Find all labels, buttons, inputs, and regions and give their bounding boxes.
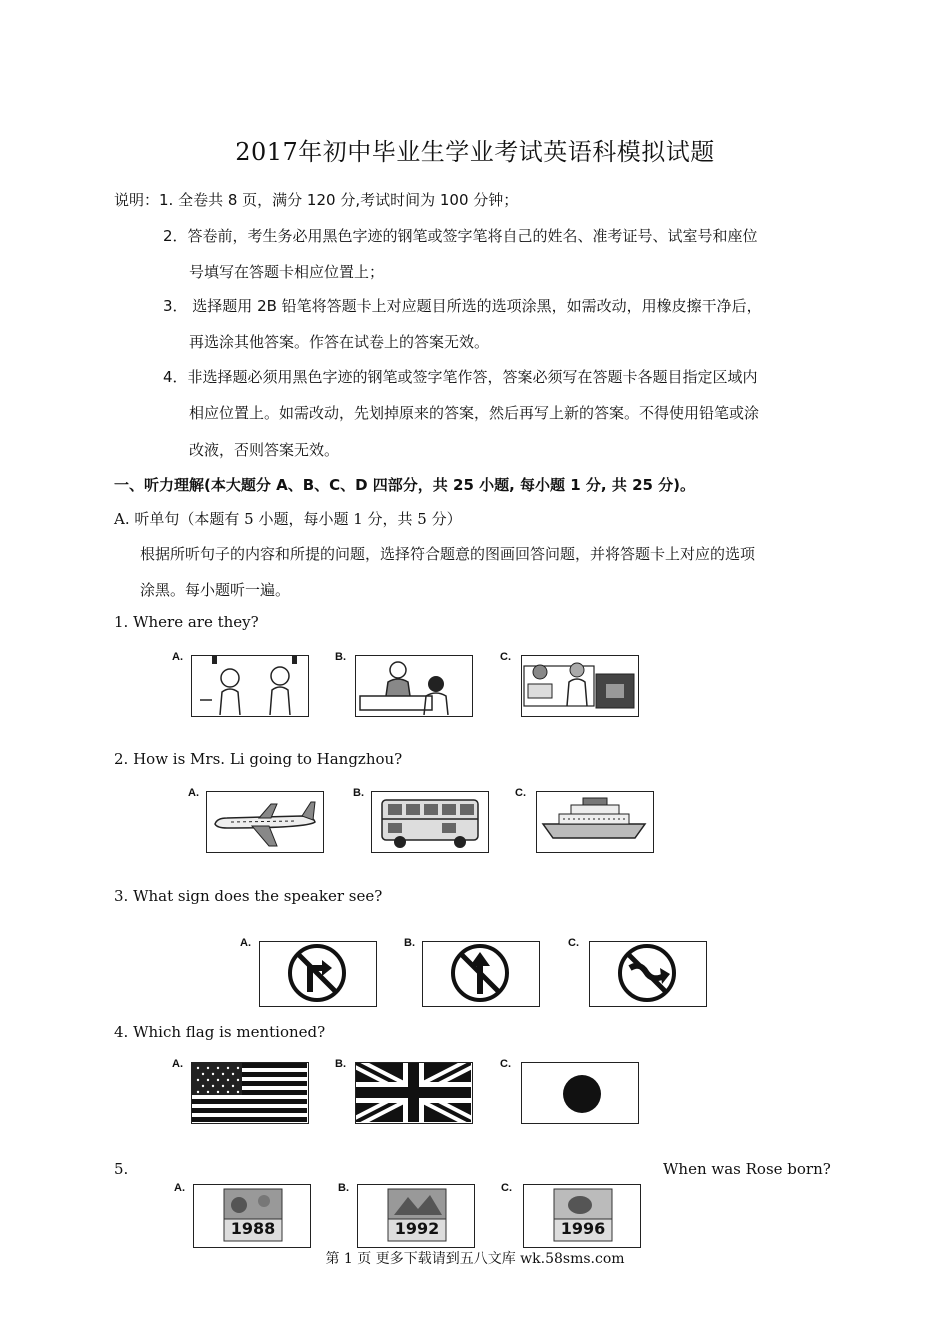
q5-option-b-calendar bbox=[357, 1184, 475, 1248]
q3-option-b-picture bbox=[422, 941, 540, 1007]
q5-option-c-calendar bbox=[523, 1184, 641, 1248]
instruction-item-3a: 3． 选择题用 2B 铅笔将答题卡上对应题目所选的选项涂黑，如需改动，用橡皮擦干净后， bbox=[163, 297, 762, 315]
question-2-text: 2. How is Mrs. Li going to Hangzhou? bbox=[114, 750, 403, 768]
q5-year-b: 1992 bbox=[394, 1219, 440, 1238]
q2-option-a-picture bbox=[206, 791, 324, 853]
instruction-item-4b: 相应位置上。如需改动，先划掉原来的答案，然后再写上新的答案。不得使用铅笔或涂 bbox=[189, 404, 760, 422]
q5-option-a-label: A. bbox=[174, 1182, 185, 1194]
q2-option-b-picture bbox=[371, 791, 489, 853]
section-heading: 一、听力理解(本大题分 A、B、C、D 四部分，共 25 小题, 每小题 1 分, 共 25 分)。 bbox=[114, 476, 696, 494]
q4-option-b-picture bbox=[355, 1062, 473, 1124]
q4-option-a-picture bbox=[191, 1062, 309, 1124]
q2-option-c-picture bbox=[536, 791, 654, 853]
question-5-text: When was Rose born? bbox=[663, 1160, 831, 1178]
q4-option-c-picture bbox=[521, 1062, 639, 1124]
q4-option-a-label: A. bbox=[172, 1058, 183, 1070]
part-a-description-2: 涂黑。每小题听一遍。 bbox=[140, 581, 291, 599]
part-a-description-1: 根据所听句子的内容和所提的问题，选择符合题意的图画回答问题，并将答题卡上对应的选项 bbox=[140, 545, 756, 563]
question-1-text: 1. Where are they? bbox=[114, 613, 259, 631]
question-3-text: 3. What sign does the speaker see? bbox=[114, 887, 383, 905]
q1-option-b-label: B. bbox=[335, 651, 346, 663]
part-a-heading: A. 听单句（本题有 5 小题，每小题 1 分，共 5 分） bbox=[114, 510, 462, 528]
q2-option-a-label: A. bbox=[188, 787, 199, 799]
instruction-item-4c: 改液，否则答案无效。 bbox=[189, 441, 340, 459]
q1-option-c-picture bbox=[521, 655, 639, 717]
q1-option-a-picture bbox=[191, 655, 309, 717]
q5-year-a: 1988 bbox=[230, 1219, 276, 1238]
q5-option-b-label: B. bbox=[338, 1182, 349, 1194]
instruction-item-3b: 再选涂其他答案。作答在试卷上的答案无效。 bbox=[189, 333, 490, 351]
q4-option-b-label: B. bbox=[335, 1058, 346, 1070]
q3-option-b-label: B. bbox=[404, 937, 415, 949]
question-5-number: 5. bbox=[114, 1160, 129, 1178]
q3-option-c-picture bbox=[589, 941, 707, 1007]
q5-year-c: 1996 bbox=[560, 1219, 606, 1238]
instruction-item-2a: 2．答卷前，考生务必用黑色字迹的钢笔或签字笔将自己的姓名、准考证号、试室号和座位 bbox=[163, 227, 758, 245]
question-4-text: 4. Which flag is mentioned? bbox=[114, 1023, 326, 1041]
instruction-item-2b: 号填写在答题卡相应位置上； bbox=[189, 263, 385, 281]
q1-option-b-picture bbox=[355, 655, 473, 717]
instruction-line-1: 说明：1. 全卷共 8 页，满分 120 分,考试时间为 100 分钟； bbox=[114, 191, 519, 209]
q3-option-c-label: C. bbox=[568, 937, 579, 949]
q2-option-b-label: B. bbox=[353, 787, 364, 799]
page-title: 2017年初中毕业生学业考试英语科模拟试题 bbox=[235, 138, 715, 166]
q5-option-a-calendar bbox=[193, 1184, 311, 1248]
q2-option-c-label: C. bbox=[515, 787, 526, 799]
instruction-item-4a: 4．非选择题必须用黑色字迹的钢笔或签字笔作答，答案必须写在答题卡各题目指定区域内 bbox=[163, 368, 758, 386]
q1-option-a-label: A. bbox=[172, 651, 183, 663]
q4-option-c-label: C. bbox=[500, 1058, 511, 1070]
page-footer: 第 1 页 更多下载请到五八文库 wk.58sms.com bbox=[325, 1251, 625, 1267]
q3-option-a-picture bbox=[259, 941, 377, 1007]
q3-option-a-label: A. bbox=[240, 937, 251, 949]
q5-option-c-label: C. bbox=[501, 1182, 512, 1194]
q1-option-c-label: C. bbox=[500, 651, 511, 663]
